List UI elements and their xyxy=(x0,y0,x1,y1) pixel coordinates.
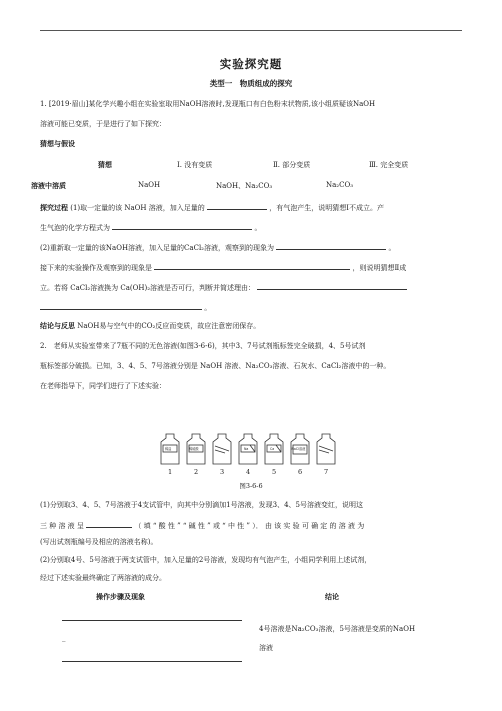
solute-2: NaOH、Na₂CO₃ xyxy=(216,182,273,190)
solute-label: 溶液中溶质 xyxy=(31,181,66,190)
hypothesis-heading: 猜想与假设 xyxy=(40,139,75,148)
answer-line-op2[interactable] xyxy=(62,661,242,662)
bottle-3 xyxy=(213,434,231,464)
q2-line3: 在老师指导下，同学们进行了下述实验： xyxy=(40,382,166,390)
bottle-num-1: 1 xyxy=(168,468,173,476)
section-subtitle: 类型一 物质组成的探究 xyxy=(209,79,293,88)
q2-s2-line1: (2)分别取4号、5号溶液于两支试管中，加入足量的2号溶液，发现均有气泡产生，小组同学利用上述试剂， xyxy=(40,556,372,564)
bottle-num-7: 7 xyxy=(324,468,329,476)
q1-intro-line1: 1. [2019·眉山]某化学兴趣小组在实验室取用NaOH溶液时,发现瓶口有白色粉末状物质,该小组质疑该NaOH xyxy=(40,100,376,108)
answer-blank-reagent[interactable] xyxy=(207,201,267,210)
procedure-label: 探究过程 xyxy=(40,203,68,212)
bottle-4-label: Na xyxy=(244,447,249,451)
q2-s1-line1: (1)分别取3、4、5、7号溶液于4支试管中，向其中分别滴加1号溶液，发现3、4、5号溶液变红，说明这 xyxy=(40,501,363,509)
bottle-6-label: NaCl溶液 xyxy=(291,447,306,451)
hypothesis-1: Ⅰ. 没有变质 xyxy=(177,161,213,169)
answer-line-op1[interactable] xyxy=(62,620,242,621)
procedure-line2: 生气泡的化学方程式为 。 xyxy=(40,221,465,233)
reagent-bottles-figure xyxy=(160,428,342,468)
q2-s1-line3: (写出试剂瓶编号及相应的溶液名称)。 xyxy=(40,538,158,546)
bottle-num-4: 4 xyxy=(246,468,251,476)
conclusion-text-line1: 4号溶液是Na₂CO₃溶液，5号溶液是变质的NaOH xyxy=(259,625,416,633)
q1-intro-line2: 溶液可能已变质，于是进行了如下探究： xyxy=(40,120,166,128)
answer-blank-operation[interactable] xyxy=(154,261,350,270)
bottle-7 xyxy=(317,434,335,464)
procedure-line3: (2)重新取一定量的该NaOH溶液，加入足量的CaCl₂溶液，观察到的现象为 。 xyxy=(40,241,465,253)
answer-blank-phenomenon[interactable] xyxy=(276,241,386,250)
bottle-num-6: 6 xyxy=(298,468,303,476)
bottle-2-label: 稀硫酸 xyxy=(189,447,199,451)
bottle-5-label: Ca xyxy=(270,447,275,451)
solute-1: NaOH xyxy=(138,181,161,189)
conclusion-text-line2: 溶液 xyxy=(259,644,273,652)
hypothesis-row xyxy=(40,160,465,170)
bottle-num-3: 3 xyxy=(220,468,225,476)
answer-blank-equation[interactable] xyxy=(112,221,252,230)
procedure-line6: 。 xyxy=(40,301,465,313)
bottle-num-2: 2 xyxy=(194,468,199,476)
procedure-line4: 接下来的实验操作及观察到的现象是 ，则说明猜想Ⅱ成 xyxy=(40,261,465,273)
conclusion-column-header: 结论 xyxy=(325,592,339,601)
operations-column-header: 操作步骤及现象 xyxy=(96,592,145,601)
q2-s2-line2: 经过下述实验最终确定了两溶液的成分。 xyxy=(40,574,166,582)
hypothesis-2: Ⅱ. 部分变质 xyxy=(273,161,311,169)
bottle-numbers xyxy=(160,468,342,478)
figure-caption: 图3-6-6 xyxy=(239,482,263,490)
header-rule xyxy=(40,30,462,31)
hypothesis-3: Ⅲ. 完全变质 xyxy=(369,161,409,169)
q2-line2: 瓶标签部分破损。已知，3、4、5、7号溶液分别是 NaOH 溶液、Na₂CO₃溶液、石灰水、CaCl₂溶液中的一种。 xyxy=(40,362,391,370)
answer-blank-acidity[interactable] xyxy=(86,519,132,528)
solute-row xyxy=(31,181,465,191)
solute-3: Na₂CO₃ xyxy=(326,181,354,189)
page-title: 实验探究题 xyxy=(219,57,283,71)
bottle-1-label: 稀盐 xyxy=(165,447,172,451)
q2-s1-line2: 三 种 溶 液 呈 （ 填 “ 酸 性 ” “ 碱 性 ” 或 “ 中 性 ” ）． 由 该 实 验 可 确 定 的 溶 液 为 xyxy=(40,519,465,531)
q2-line1: 2. 老师从实验室带来了7瓶不同的无色溶液(如图3-6-6)，其中3、7号试剂瓶标签完全破损，4、5号试剂 xyxy=(40,342,366,350)
conclusion-line: 结论与反思 NaOH易与空气中的CO₂反应而变质，故应注意密闭保存。 xyxy=(40,321,261,330)
bottle-num-5: 5 xyxy=(272,468,277,476)
hypothesis-label: 猜想 xyxy=(98,160,112,169)
conclusion-label: 结论与反思 xyxy=(40,321,75,330)
procedure-line5: 立。若将 CaCl₂溶液换为 Ca(OH)₂溶液是否可行，判断并简述理由： xyxy=(40,281,465,293)
procedure-line1: 探究过程 (1)取一定量的该 NaOH 溶液，加入足量的 ，有气泡产生，说明猜想Ⅰ不成立。产 xyxy=(40,203,384,212)
answer-blank-reason[interactable] xyxy=(257,281,407,290)
answer-dash: _ xyxy=(62,634,66,642)
answer-blank-reason-cont[interactable] xyxy=(40,301,202,310)
